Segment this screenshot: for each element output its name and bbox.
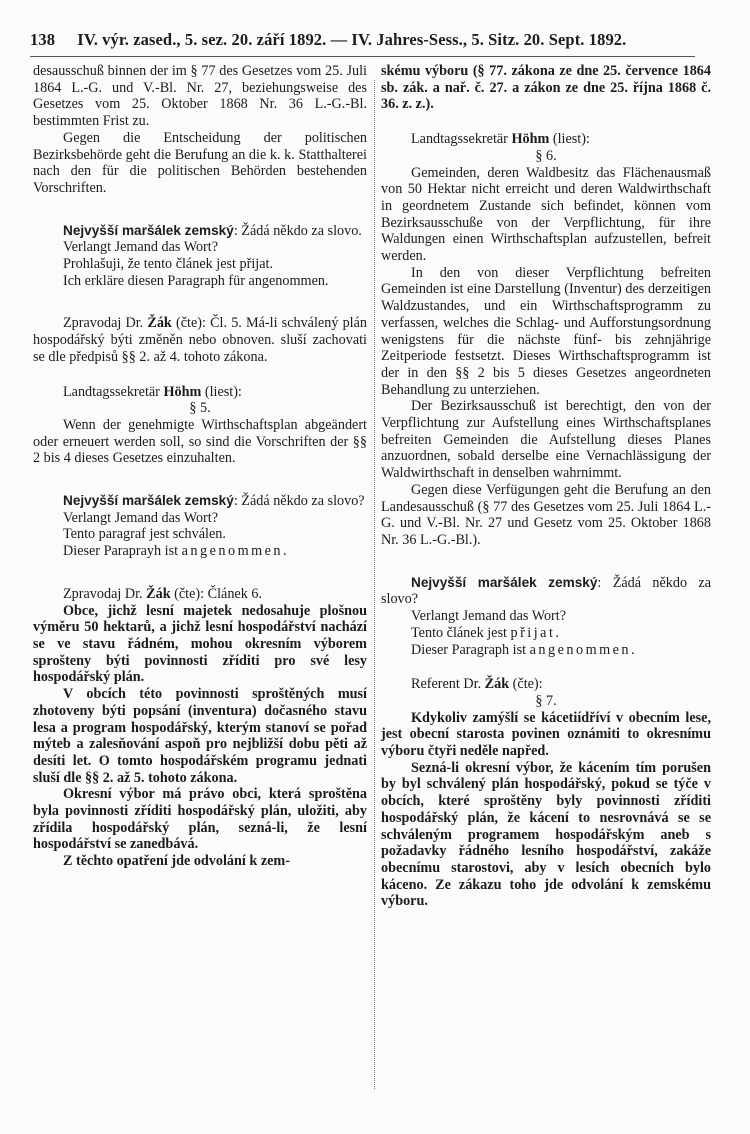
speaker-name: Nejvyšší maršálek zemský: [63, 222, 234, 238]
paragraph: Dieser Paraprayh ist angenommen.: [63, 543, 290, 560]
referent-line: Referent Dr. Žák (čte):: [411, 676, 543, 693]
paragraph: Gemeinden, deren Waldbesitz das Flächenausmaß von 50 Hektar nicht erreicht und deren Waldwirthschaft in geordnetem Zustande sich befindet, können vom Bezirksausschuße von der Verpflichtung, für ihre Waldungen einen Wirthschaftsplan aufzustellen, befreit werden.: [381, 164, 711, 265]
secretary-name: Höhm: [511, 131, 550, 148]
reporter-name: Žák: [146, 585, 171, 602]
paragraph: Obce, jichž lesní majetek nedosahuje plošnou výměru 50 hektarů, a jichž lesní hospodářství nachází se ve stavu řádném, mohou okresním výborem sprošteny býti povinnosti zříditi pro své lesy hospodářský plán.: [33, 602, 367, 686]
speaker-paragraph: Nejvyšší maršálek zemský: Žádá někdo za slovo?: [381, 574, 711, 608]
paragraph: Gegen diese Verfügungen geht die Berufung an den Landesausschuß (§ 77 des Gesetzes vom 25. Juli 1864 L.-G. und V.-Bl. Nr. 27 und Gesetz vom 25. Oktober 1868 Nr. 36 L.-G.-Bl.).: [381, 481, 711, 548]
section-number: § 6.: [535, 147, 557, 164]
paragraph: Kdykoliv zamýšlí se kácetiídříví v obecním lese, jest obecní starosta povinen oznámiti to okresnímu výboru čtyři neděle napřed.: [381, 709, 711, 760]
reporter-name: Žák: [147, 315, 172, 332]
secretary-line: Landtagssekretär Höhm (liest):: [411, 131, 590, 148]
speaker-name: Nejvyšší maršálek zemský: [411, 574, 598, 590]
paragraph: Dieser Paragraph ist angenommen.: [411, 641, 638, 658]
paragraph: skému výboru (§ 77. zákona ze dne 25. července 1864 sb. zák. a nař. č. 27. a zákon ze dne 25. října 1868 č. 36. z. z.).: [381, 63, 711, 113]
paragraph: Okresní výbor má právo obci, která sproštěna byla povinnosti zříditi hospodářský plán, uložiti, aby zřídila hospodářský plán, sezná-li, že lesní hospodářství se zanedbává.: [33, 786, 367, 853]
referent-name: Žák: [484, 676, 510, 693]
paragraph: Ich erkläre diesen Paragraph für angenommen.: [63, 272, 329, 289]
paragraph: Verlangt Jemand das Wort?: [63, 239, 219, 256]
column-divider: [374, 80, 375, 1089]
paragraph: Prohlašuji, že tento článek jest přijat.: [63, 256, 273, 273]
right-column: [381, 63, 711, 910]
left-column: [33, 63, 367, 870]
paragraph: Tento článek jest přijat.: [411, 624, 562, 641]
header-title: IV. výr. zased., 5. sez. 20. září 1892. — IV. Jahres-Sess., 5. Sitz. 20. Sept. 1892.: [77, 30, 627, 49]
page-number: 138: [30, 30, 56, 49]
paragraph: V obcích této povinnosti sproštěných musí zhotoveny býti popsání (inventura) dočasného stavu lesa a program hospodářský, kterým stanoví se pořad mýteb a zalesňování aspoň pro nejbližší dobu pěti až desíti let. O tomto hospodářském programu jednati sluší dle §§ 2. až 5. tohoto zákona.: [33, 686, 367, 786]
paragraph: Tento paragraf jest schválen.: [63, 526, 226, 543]
reporter-paragraph: Zpravodaj Dr. Žák (čte): Čl. 5. Má-li schválený plán hospodářský býti změněn nebo obnoven. sluší zachovati se dle předpisů §§ 2. až 4. tohoto zákona.: [33, 315, 367, 365]
page-header: [30, 30, 695, 57]
paragraph: desausschuß binnen der im § 77 des Gesetzes vom 25. Juli 1864 L.-G. und V.-Bl. Nr. 27, beziehungsweise des Gesetzes vom 25. Oktober 1868 Nr. 36 L.-G.-Bl. bestimmten Frist zu.: [33, 63, 367, 130]
paragraph: Z těchto opatření jde odvolání k zem-: [63, 853, 290, 870]
secretary-line: Landtagssekretär Höhm (liest):: [63, 383, 242, 400]
section-number: § 7.: [535, 692, 557, 709]
paragraph: Verlangt Jemand das Wort?: [411, 608, 567, 625]
paragraph: Wenn der genehmigte Wirthschaftsplan abgeändert oder erneuert werden soll, so sind die Vorschriften der §§ 2 bis 4 dieses Gesetzes einzuhalten.: [33, 416, 367, 467]
paragraph: Verlangt Jemand das Wort?: [63, 509, 219, 526]
speaker-name: Nejvyšší maršálek zemský: [63, 493, 234, 509]
speaker-paragraph: Nejvyšší maršálek zemský: Žádá někdo za slovo.: [63, 222, 362, 239]
speaker-paragraph: Nejvyšší maršálek zemský: Žádá někdo za slovo?: [63, 493, 365, 510]
section-number: § 5.: [189, 400, 211, 417]
paragraph: In den von dieser Verpflichtung befreiten Gemeinden ist eine Darstellung (Inventur) des derzeitigen Waldzustandes, und ein Wirthschaftsprogramm zu verfassen, welches die Schlag- und Aufforstungsordnung wenigstens für die nächste fünf- bis zehnjährige Zeitperiode festsetzt. Dieses Wirthschaftsprogramm ist der in den §§ 2 bis 5 dieses Gesetzes angeordneten Behandlung zu unterziehen.: [381, 264, 711, 398]
paragraph: Der Bezirksausschuß ist berechtigt, den von der Verpflichtung zur Aufstellung eines Wirthschaftsplanes befreiten Gemeinden die Aufstellung dieses Planes anzuordnen, sobald derselbe eine Vernachlässigung der Waldwirthschaft in denselben wahrnimmt.: [381, 398, 711, 482]
paragraph: Sezná-li okresní výbor, že kácením tím porušen by byl schválený plán hospodářský, pokud se týče v obcích, které sproštěny byly povinnosti zříditi hospodářský plán, že kácení to nesrovnává se se schváleným programem hospodářským aneb s požadavky řádného lesního hospodářství, zakáže obecnímu starostovi, aby v lesích obecních bylo káceno. Ze zákazu toho jde odvolání k zemskému výboru.: [381, 759, 711, 910]
paragraph: Gegen die Entscheidung der politischen Bezirksbehörde geht die Berufung an die k. k. Statthalterei nach den für die politischen Behörden bestehenden Vorschriften.: [33, 129, 367, 196]
reporter-paragraph: Zpravodaj Dr. Žák (čte): Článek 6.: [63, 585, 262, 602]
secretary-name: Höhm: [163, 383, 202, 400]
